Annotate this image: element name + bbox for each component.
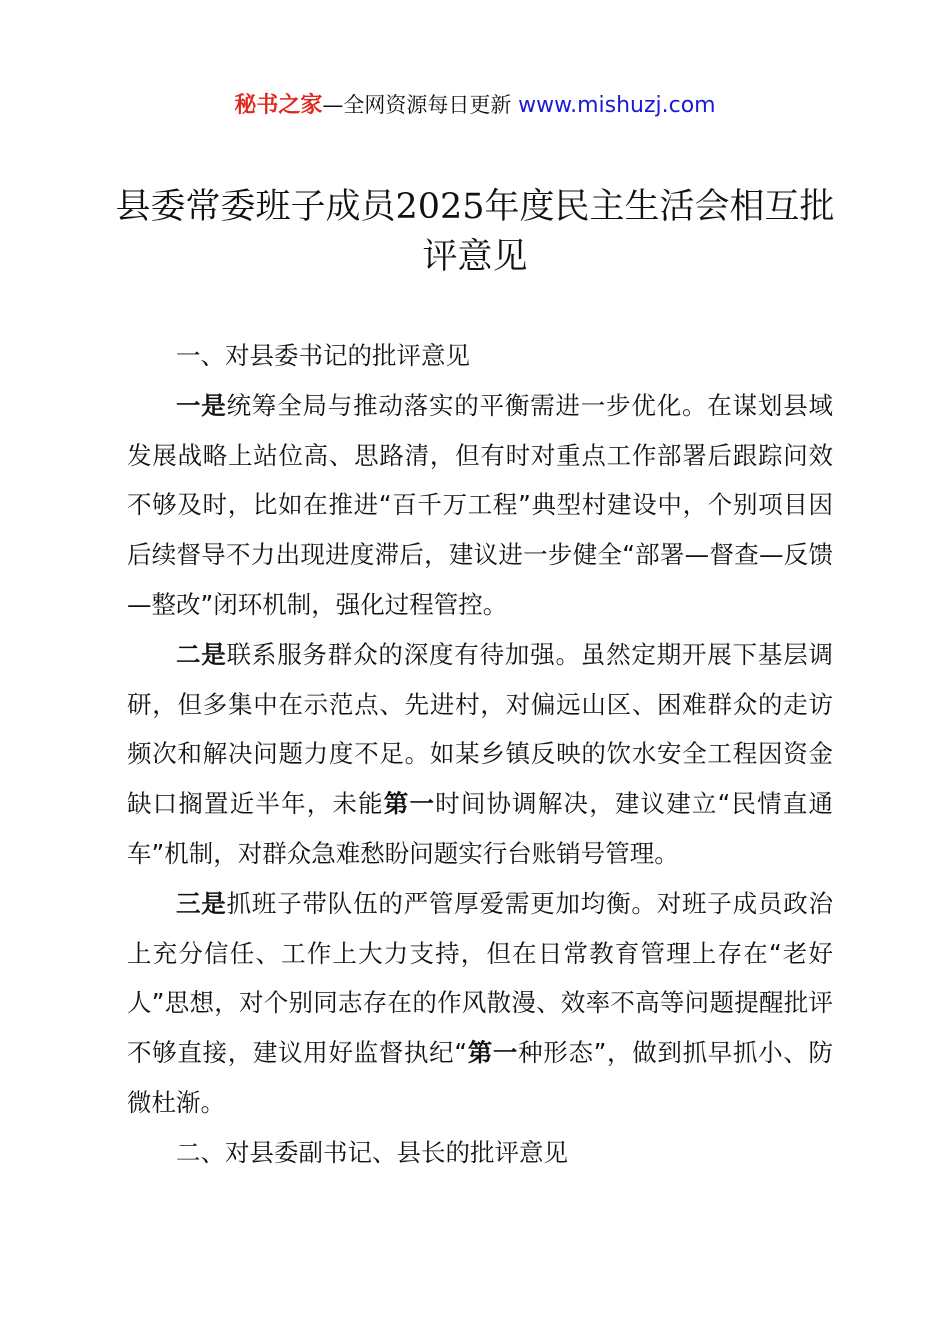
point-label: 三是 xyxy=(176,888,227,918)
paragraph-point-1 xyxy=(127,381,833,630)
paragraph-point-3 xyxy=(127,879,833,1128)
point-label: 二是 xyxy=(176,639,227,669)
paragraph-text: 统筹全局与推动落实的平衡需进一步优化。在谋划县域发展战略上站位高、思路清，但有时对重点工作部署后跟踪问效不够及时，比如在推进“百千万工程”典型村建设中，个别项目因后续督导不力出现进度滞后，建议进一步健全“部署—督查—反馈—整改”闭环机制，强化过程管控。 xyxy=(127,390,834,619)
point-label: 一是 xyxy=(176,390,227,420)
section-heading-1 xyxy=(127,331,833,381)
paragraph-point-2 xyxy=(127,630,833,879)
site-url-link[interactable]: www.mishuzj.com xyxy=(518,93,716,118)
banner-slogan: —全网资源每日更新 xyxy=(322,93,519,117)
section-heading-2 xyxy=(127,1128,833,1178)
site-banner xyxy=(0,88,950,119)
paragraph-text: 种形态”，做到抓早抓小、防微杜渐。 xyxy=(127,1038,833,1117)
document-title: 县委常委班子成员2025年度民主生活会相互批评意见 xyxy=(115,187,835,277)
heading-text: 一、对县委书记的批评意见 xyxy=(176,341,470,370)
paragraph-text: 联系服务群众的深度有待加强。虽然定期开展下基层调研，但多集中在示范点、先进村，对偏远山区、困难群众的走访频次和解决问题力度不足。如某乡镇反映的饮水安全工程因资金缺口搁置近半年，未能 xyxy=(127,639,834,819)
document-body xyxy=(127,331,833,1178)
heading-text: 二、对县委副书记、县长的批评意见 xyxy=(176,1137,568,1167)
paragraph-text: 抓班子带队伍的严管厚爱需更加均衡。对班子成员政治上充分信任、工作上大力支持，但在日常教育管理上存在“老好人”思想，对个别同志存在的作风散漫、效率不高等问题提醒批评不够直接，建议用好监督执纪“ xyxy=(127,888,834,1068)
brand-name: 秘书之家 xyxy=(234,93,323,118)
bold-term: 第一 xyxy=(383,789,436,819)
paragraph-text: 时间协调解决，建议建立“民情直通车”机制，对群众急难愁盼问题实行台账销号管理。 xyxy=(127,789,833,868)
bold-term: 第一 xyxy=(467,1038,519,1068)
